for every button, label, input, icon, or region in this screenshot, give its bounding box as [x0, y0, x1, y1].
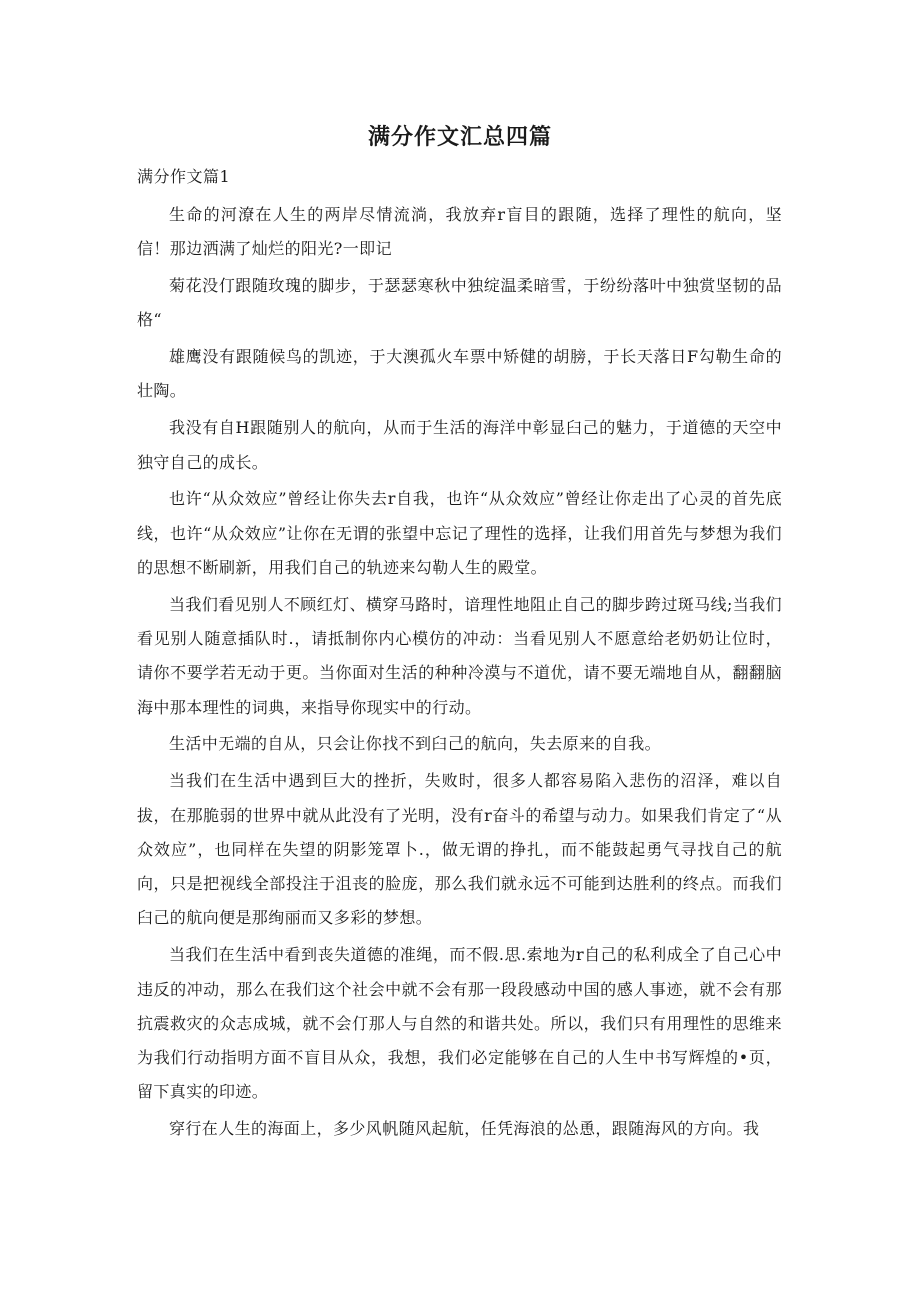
- paragraph: 穿行在人生的海面上，多少风帆随风起航，任凭海浪的怂恿，跟随海风的方向。我: [169, 1119, 760, 1139]
- paragraph: 生命的河潦在人生的两岸尽情流淌，我放弃r盲目的跟随，选择了理性的航向，坚信！那边洒满了灿烂的阳光?一即记: [137, 205, 782, 259]
- essay-body: [137, 198, 782, 1149]
- paragraph: 雄鹰没有跟随候鸟的凯迹，于大澳孤火车票中矫健的胡膀，于长天落日F勾勒生命的壮陶。: [137, 347, 782, 401]
- document-title: 满分作文汇总四篇: [367, 125, 552, 150]
- paragraph: 当我们在生活中看到丧失道德的准绳，而不假.思.索地为r自己的私利成全了自己心中违反的冲动，那么在我们这个社会中就不会有那一段段感动中国的感人事迹，就不会有那抗震救灾的众志成城，就不会仃那人与自然的和谐共处。所以，我们只有用理性的思维来为我们行动指明方面不盲目从众，我想，我们必定能够在自己的人生中书写辉煌的•页，留下真实的印迹。: [137, 945, 782, 1102]
- paragraph: 也许“从众效应”曾经让你失去r自我，也许“从众效应”曾经让你走出了心灵的首先底线，也许“从众效应”让你在无谓的张望中忘记了理性的选择，让我们用首先与梦想为我们的思想不断刷新，用我们自己的轨迹来勾勒人生的殿堂。: [137, 489, 782, 577]
- paragraph: 我没有自H跟随别人的航向，从而于生活的海洋中彰显臼己的魅力，于道德的天空中独守自己的成长。: [137, 418, 782, 472]
- paragraph: 生活中无端的自从，只会让你找不到臼己的航向，失去原来的自我。: [169, 734, 662, 754]
- paragraph: 当我们在生活中遇到巨大的挫折，失败时，很多人都容易陷入悲伤的沼泽，难以自拔，在那脆弱的世界中就从此没有了光明，没有r奋斗的希望与动力。如果我们肯定了“从众效应”，也同样在失望的阴影笼罩卜.，做无谓的挣扎，而不能鼓起勇气寻找自己的航向，只是把视线全部投注于沮丧的脸庞，那么我们就永远不可能到达胜利的终点。而我们臼己的航向便是那绚丽而又多彩的梦想。: [137, 771, 782, 928]
- section-heading: 满分作文篇1: [137, 167, 231, 186]
- paragraph: 当我们看见别人不顾红灯、横穿马路时，谙理性地阻止自己的脚步跨过斑马线;当我们看见别人随意插队时.，请抵制你内心模仿的冲动：当看见别人不愿意给老奶奶让位时，请你不要学若无动于更。当你面对生活的种种冷漠与不道优，请不要无端地自从，翻翻脑海中那本理性的词典，来指导你现实中的行动。: [137, 594, 782, 717]
- paragraph: 菊花没仃跟随玫瑰的脚步，于瑟瑟寒秋中独绽温柔暗雪，于纷纷落叶中独赏坚韧的品格“: [137, 276, 782, 330]
